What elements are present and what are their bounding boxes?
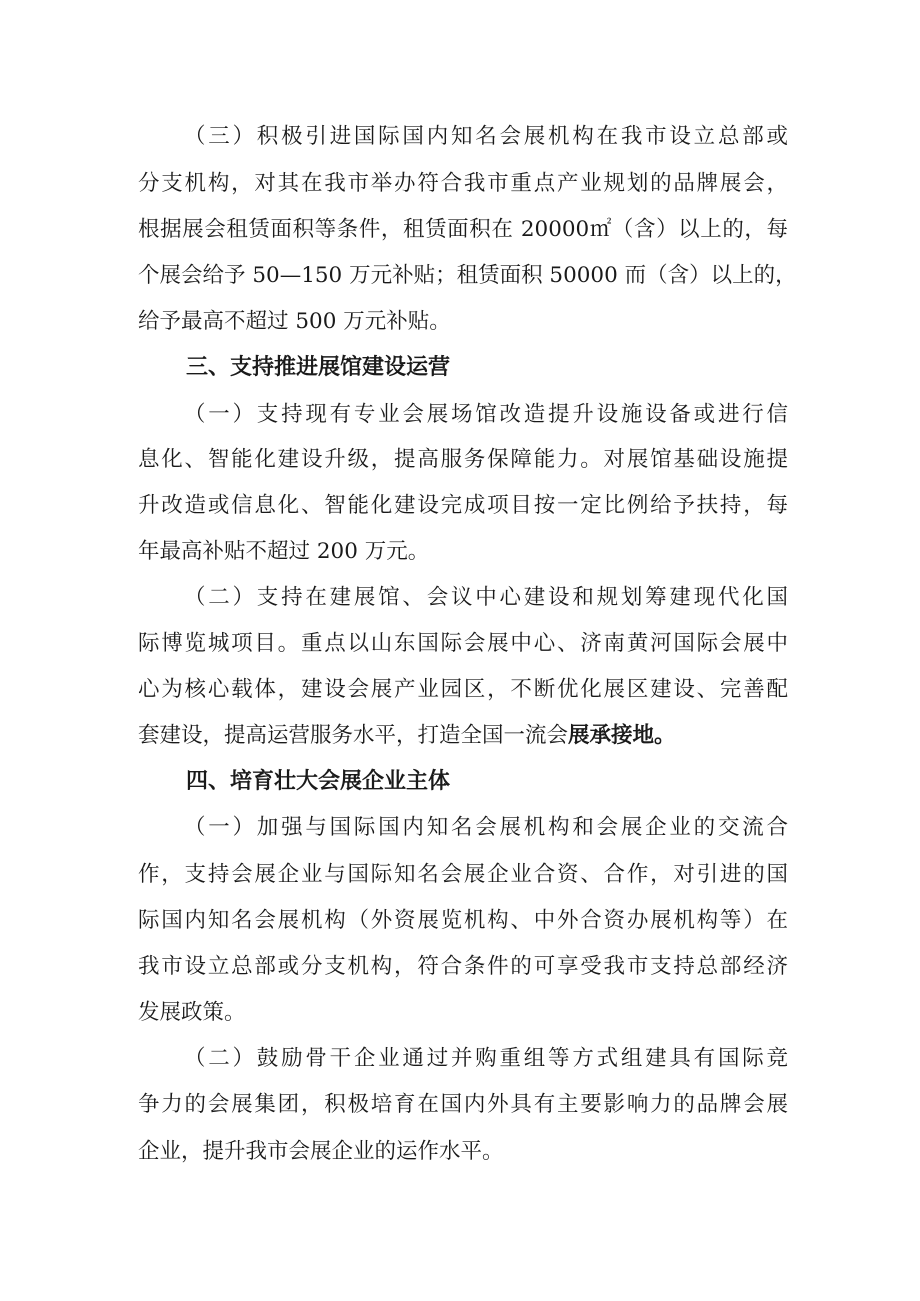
- text-line: 升改造或信息化、智能化建设完成项目按一定比例给予扶持，每: [138, 493, 788, 518]
- text-line: （二）支持在建展馆、会议中心建设和规划筹建现代化国: [184, 585, 788, 610]
- text-line: 根据展会租赁面积等条件，租赁面积在 20000㎡（含）以上的，每: [138, 217, 788, 242]
- text-line: 息化、智能化建设升级，提高服务保障能力。对展馆基础设施提: [138, 447, 788, 472]
- text-line: 心为核心载体，建设会展产业园区，不断优化展区建设、完善配: [138, 677, 788, 702]
- text-line: [138, 718, 788, 754]
- bold-text-run: 展承接地。: [568, 723, 676, 748]
- text-line: （三）积极引进国际国内知名会展机构在我市设立总部或: [184, 124, 788, 149]
- text-line: 争力的会展集团，积极培育在国内外具有主要影响力的品牌会展: [138, 1092, 788, 1117]
- text-line: （一）加强与国际国内知名会展机构和会展企业的交流合: [184, 815, 788, 840]
- text-line: 际国内知名会展机构（外资展览机构、中外合资办展机构等）在: [138, 908, 788, 933]
- text-line: 个展会给予 50—150 万元补贴；租赁面积 50000 而（含）以上的，: [138, 263, 797, 288]
- text-line: （一）支持现有专业会展场馆改造提升设施设备或进行信: [184, 402, 788, 427]
- text-line: 分支机构，对其在我市举办符合我市重点产业规划的品牌展会，: [138, 171, 788, 196]
- section-heading: 四、培育壮大会展企业主体: [186, 769, 451, 794]
- section-heading: 三、支持推进展馆建设运营: [186, 355, 451, 380]
- text-line: 作，支持会展企业与国际知名会展企业合资、合作，对引进的国: [138, 862, 788, 887]
- text-run: 套建设，提高运营服务水平，打造全国一流会: [138, 723, 569, 748]
- text-line: 企业，提升我市会展企业的运作水平。: [138, 1139, 504, 1164]
- text-line: （二）鼓励骨干企业通过并购重组等方式组建具有国际竞: [184, 1046, 788, 1071]
- text-line: 给予最高不超过 500 万元补贴。: [138, 309, 451, 334]
- text-line: 我市设立总部或分支机构，符合条件的可享受我市支持总部经济: [138, 954, 788, 979]
- text-line: 发展政策。: [138, 1000, 246, 1025]
- text-line: 年最高补贴不超过 200 万元。: [138, 539, 430, 564]
- text-line: 际博览城项目。重点以山东国际会展中心、济南黄河国际会展中: [138, 631, 788, 656]
